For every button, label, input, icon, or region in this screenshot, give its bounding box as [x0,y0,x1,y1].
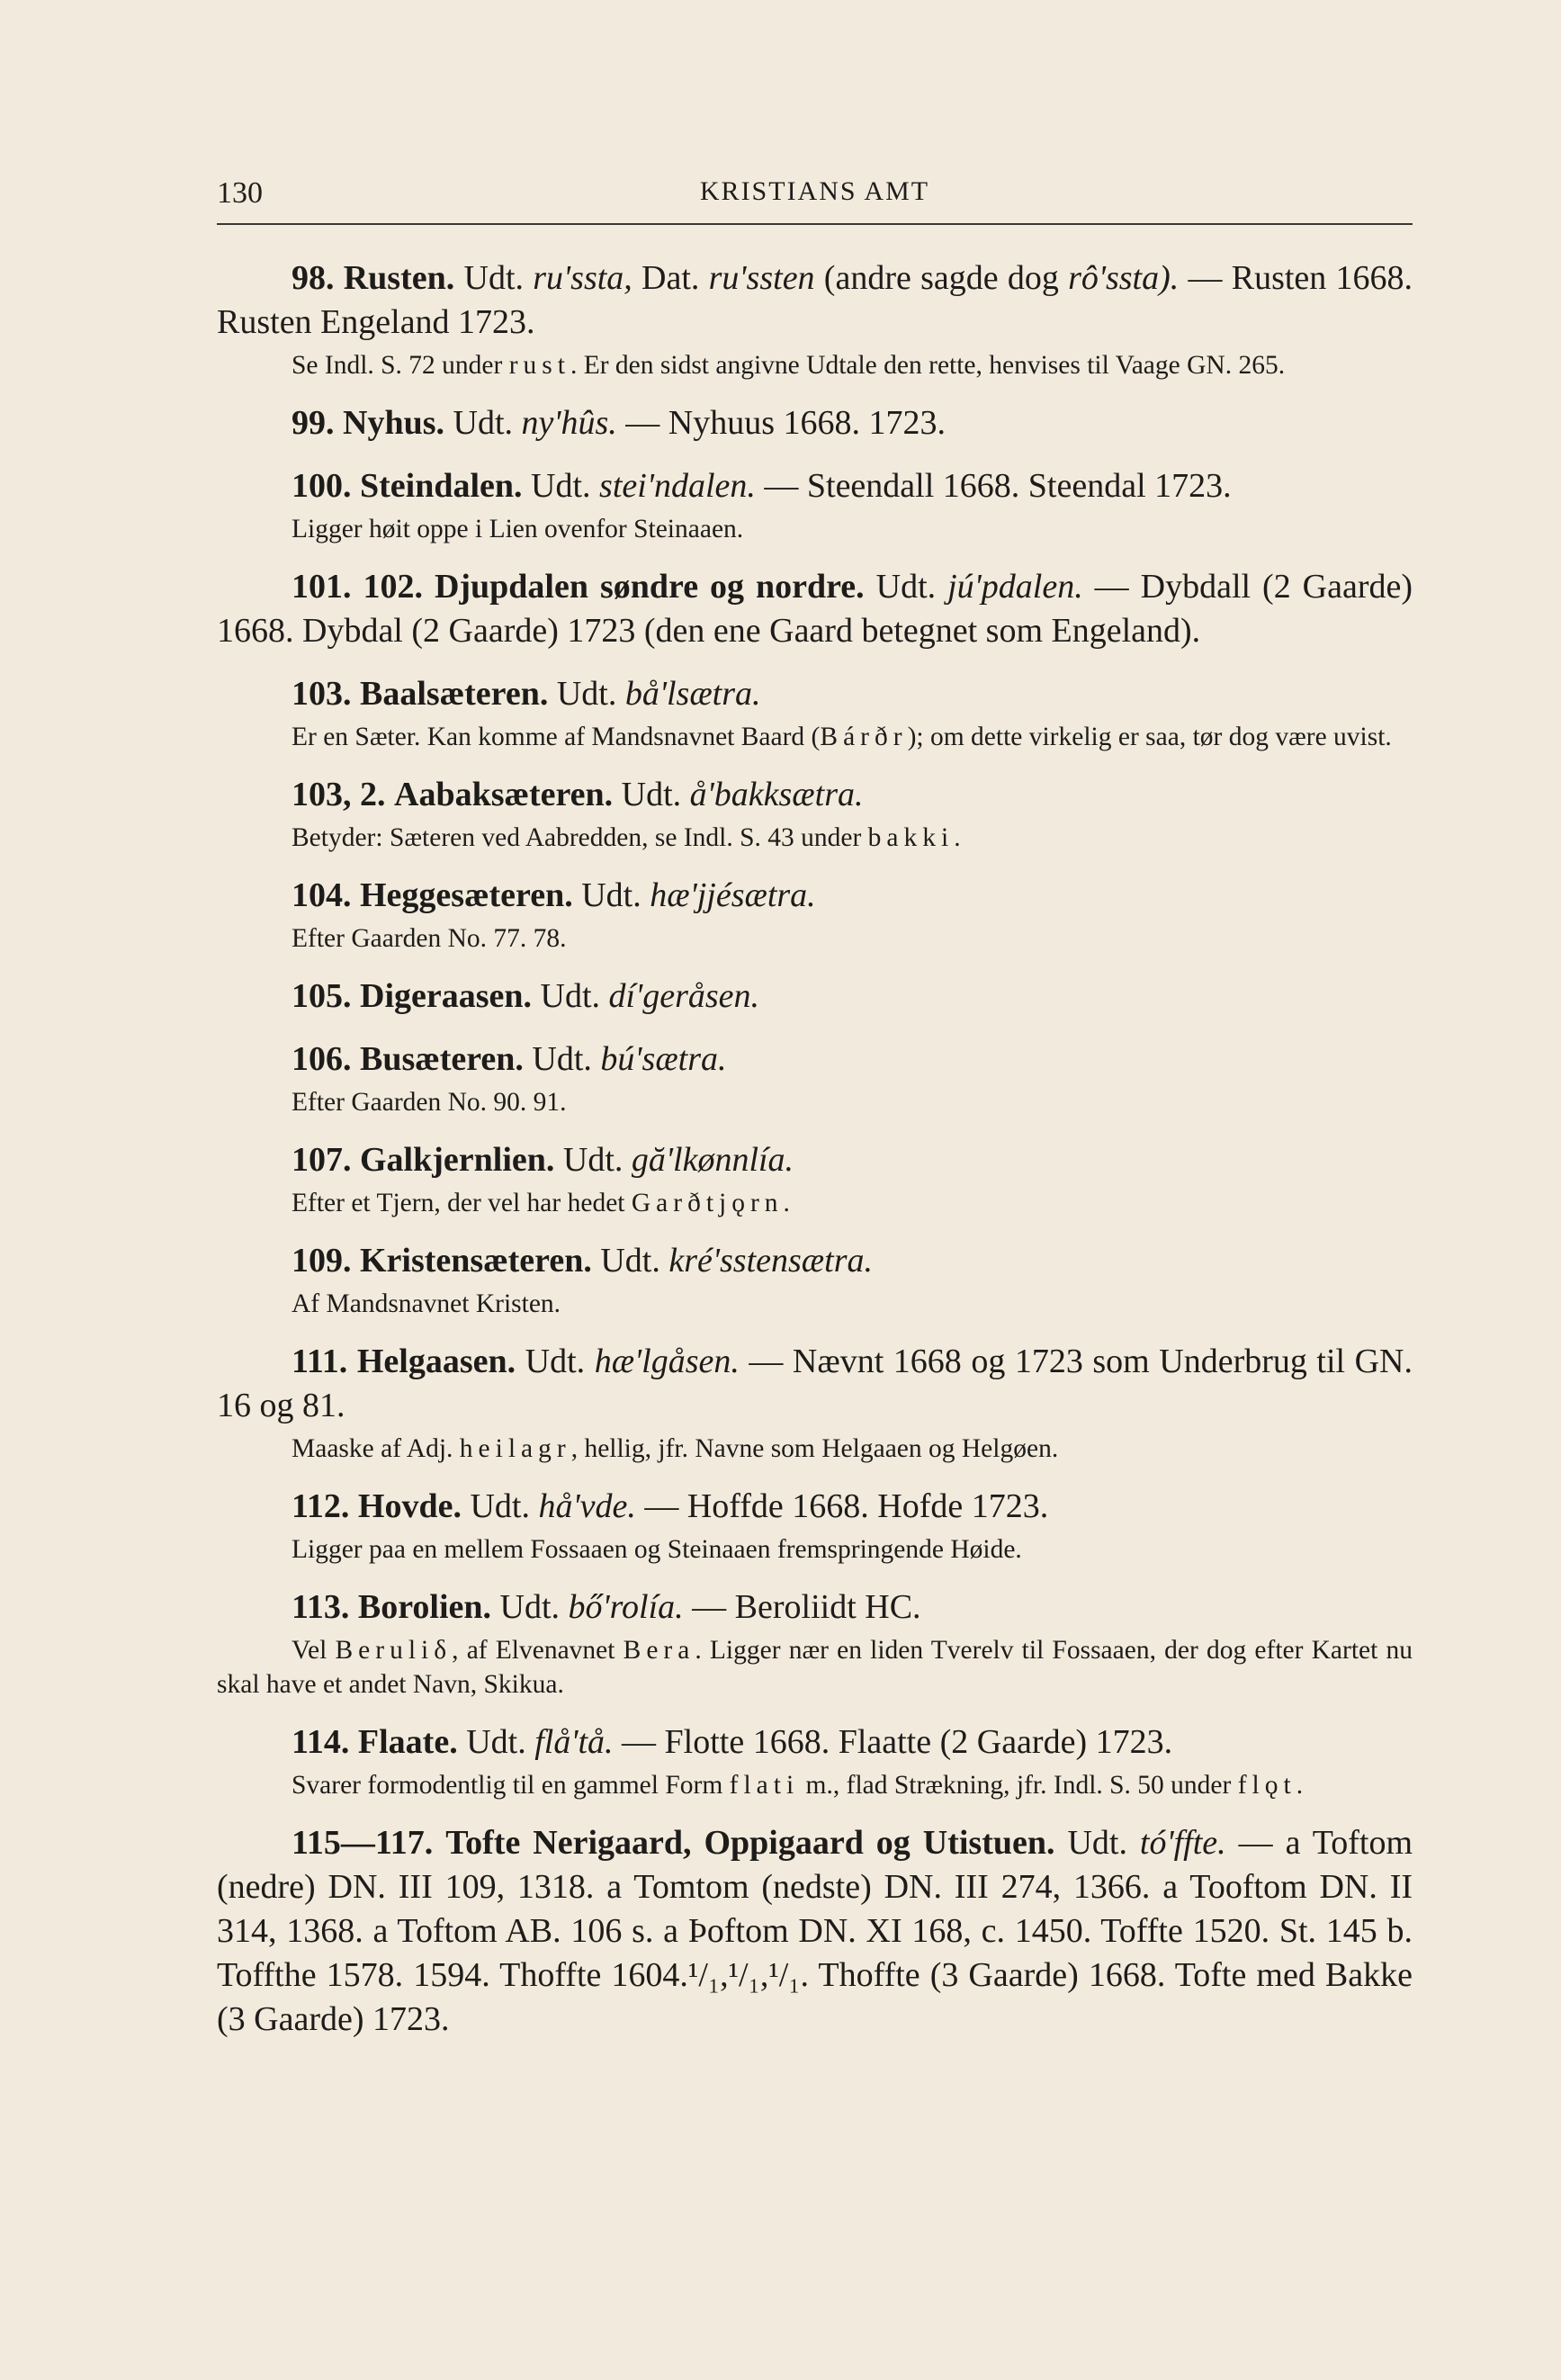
entry-103: 103. Baalsæteren. Udt. bå'lsætra. [292,675,761,713]
note-103-2: Betyder: Sæteren ved Aabredden, se Indl. S. 43 under bakki. [292,823,961,852]
note-98: Se Indl. S. 72 under rust. Er den sidst angivne Udtale den rette, henvises til Vaage GN. 265. [292,351,1286,380]
note-106: Efter Gaarden No. 90. 91. [292,1088,567,1117]
note-109: Af Mandsnavnet Kristen. [292,1289,561,1318]
entry-103-2: 103, 2. Aabaksæteren. Udt. å'bakksætra. [292,776,864,813]
note-100: Ligger høit oppe i Lien ovenfor Steinaaen. [292,515,744,543]
note-103: Er en Sæter. Kan komme af Mandsnavnet Baard (Bárðr); om dette virkelig er saa, tør dog være uvist. [292,723,1392,751]
entry-list [217,256,1413,2042]
entry-111: 111. Helgaasen. Udt. hæ'lgåsen. — Nævnt 1668 og 1723 som Underbrug til GN. 16 og 81. [217,1343,1413,1424]
entry-104: 104. Heggesæteren. Udt. hæ'jjésætra. [292,876,816,914]
entry-98: 98. Rusten. Udt. ru'ssta, Dat. ru'ssten (andre sagde dog rô'ssta). — Rusten 1668. Rusten Engeland 1723. [217,259,1413,341]
note-104: Efter Gaarden No. 77. 78. [292,924,567,953]
entry-112: 112. Hovde. Udt. hå'vde. — Hoffde 1668. Hofde 1723. [292,1487,1049,1525]
entry-109: 109. Kristensæteren. Udt. kré'sstensætra. [292,1242,873,1280]
entry-115-117: 115—117. Tofte Nerigaard, Oppigaard og Utistuen. Udt. tó'ffte. — a Toftom (nedre) DN. III 109, 1318. a Tomtom (nedste) DN. III 274, 1366. a Tooftom DN. II 314, 1368. a Toftom AB. 106 s. a Þoftom DN. XI 168, c. 1450. Toffte 1520. St. 145 b. Toffthe 1578. 1594. Thoffte 1604.¹/₁,¹/₁,¹/₁. Thoffte (3 Gaarde) 1668. Tofte med Bakke (3 Gaarde) 1723. [217,1824,1413,2038]
entry-105: 105. Digeraasen. Udt. dí'geråsen. [292,977,760,1015]
entry-107: 107. Galkjernlien. Udt. gă'lkønnlía. [292,1141,794,1179]
running-title: KRISTIANS AMT [699,176,930,206]
note-112: Ligger paa en mellem Fossaaen og Steinaaen fremspringende Høide. [292,1535,1022,1564]
note-111: Maaske af Adj. heilagr, hellig, jfr. Navne som Helgaaen og Helgøen. [292,1434,1059,1463]
entry-114: 114. Flaate. Udt. flå'tå. — Flotte 1668. Flaatte (2 Gaarde) 1723. [292,1723,1173,1761]
entry-113: 113. Borolien. Udt. bő'rolía. — Beroliidt HC. [292,1588,921,1626]
note-113: Vel Beruliδ, af Elvenavnet Bera. Ligger nær en liden Tverelv til Fossaaen, der dog efter Kartet nu skal have et andet Navn, Skikua. [217,1636,1413,1699]
entry-100: 100. Steindalen. Udt. stei'ndalen. — Steendall 1668. Steendal 1723. [292,467,1232,505]
entry-99: 99. Nyhus. Udt. ny'hûs. — Nyhuus 1668. 1723. [292,404,946,442]
page-number: 130 [217,176,263,210]
note-107: Efter et Tjern, der vel har hedet Garðtjǫrn. [292,1189,790,1217]
page-header [217,176,1413,225]
entry-106: 106. Busæteren. Udt. bú'sætra. [292,1040,727,1078]
entry-101-102: 101. 102. Djupdalen søndre og nordre. Udt. jú'pdalen. — Dybdall (2 Gaarde) 1668. Dybdal (2 Gaarde) 1723 (den ene Gaard betegnet som Engeland). [217,568,1413,650]
note-114: Svarer formodentlig til en gammel Form flati m., flad Strækning, jfr. Indl. S. 50 under flǫt. [292,1771,1304,1800]
